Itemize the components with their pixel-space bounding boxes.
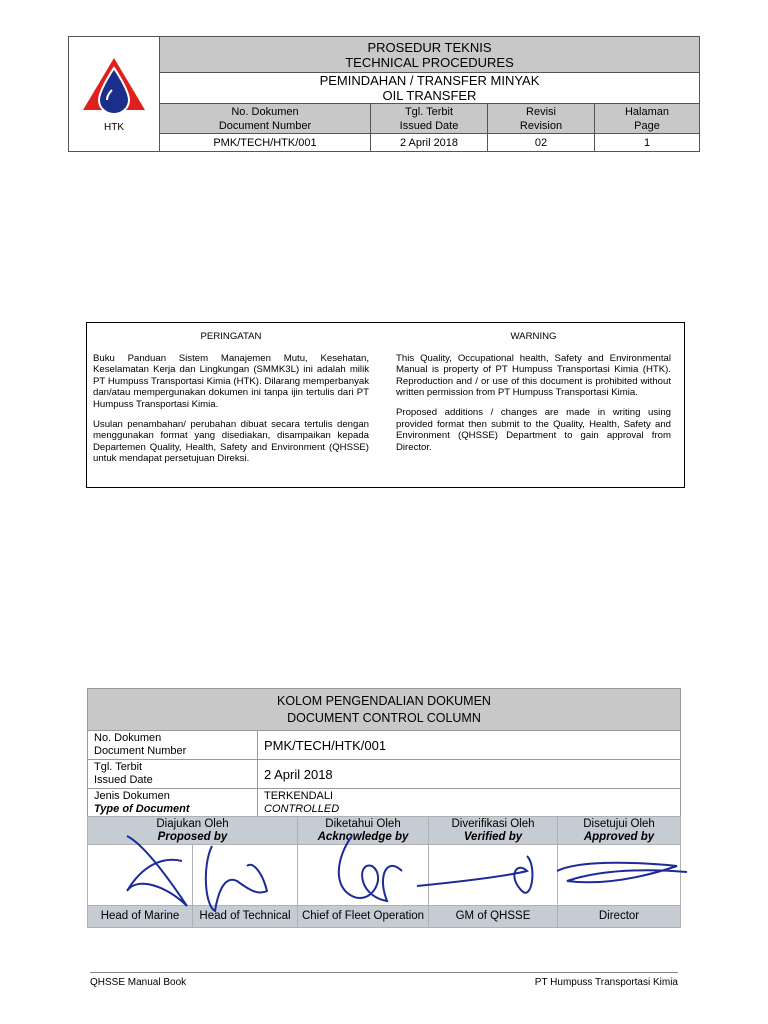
col-page-label: Halaman Page bbox=[595, 104, 700, 134]
control-label: Tgl. Terbit Issued Date bbox=[88, 760, 258, 789]
warning-english bbox=[396, 331, 671, 461]
role-head-of-technical: Head of Technical bbox=[193, 905, 298, 927]
document-header bbox=[68, 36, 700, 152]
warning-paragraph: This Quality, Occupational health, Safety and Environmental Manual is property of PT Humpuss Transportasi Kimia (HTK). Reproduction and / or use of this document is prohibited without written permission from PT Humpuss Transportasi Kimia. bbox=[396, 352, 671, 399]
page-value: 1 bbox=[595, 134, 700, 152]
signature-scribble bbox=[127, 836, 187, 906]
sig-acknowledge-header: Diketahui Oleh Acknowledge by bbox=[298, 817, 429, 845]
sig-verified-header: Diverifikasi Oleh Verified by bbox=[429, 817, 558, 845]
doc-subtitle: PEMINDAHAN / TRANSFER MINYAK OIL TRANSFER bbox=[160, 73, 700, 104]
warning-paragraph: Proposed additions / changes are made in writing using provided format then submit to the Quality, Health, Safety and Environment (QHSSE) Department to gain approval from Director. bbox=[396, 406, 671, 453]
footer-left: QHSSE Manual Book bbox=[90, 977, 187, 988]
col-issued-date-label: Tgl. Terbit Issued Date bbox=[371, 104, 488, 134]
svg-text:HTK: HTK bbox=[104, 122, 124, 133]
company-logo bbox=[69, 37, 160, 152]
signature-scribble bbox=[339, 836, 402, 901]
role-gm-qhsse: GM of QHSSE bbox=[429, 905, 558, 927]
control-doc-type: TERKENDALI CONTROLLED bbox=[258, 789, 681, 817]
warning-heading-en: WARNING bbox=[510, 331, 557, 342]
doc-number-value: PMK/TECH/HTK/001 bbox=[160, 134, 371, 152]
warning-indonesian bbox=[93, 331, 369, 473]
warning-paragraph: Buku Panduan Sistem Manajemen Mutu, Kesehatan, Keselamatan Kerja dan Lingkungan (SMMK3L) ini adalah milik PT Humpuss Transportasi Kimia (HTK). Dilarang memperbanyak dan/atau mempergunakan dokumen ini tanpa ijin tertulis dari PT Humpuss Transportasi Kimia. bbox=[93, 352, 369, 410]
doc-title: PROSEDUR TEKNIS TECHNICAL PROCEDURES bbox=[160, 37, 700, 73]
control-label: Jenis Dokumen Type of Document bbox=[88, 789, 258, 817]
control-label: No. Dokumen Document Number bbox=[88, 731, 258, 760]
footer-right: PT Humpuss Transportasi Kimia bbox=[534, 977, 678, 988]
revision-value: 02 bbox=[488, 134, 595, 152]
signature-scribble bbox=[417, 856, 532, 893]
warning-heading-id: PERINGATAN bbox=[200, 331, 262, 342]
col-doc-number-label: No. Dokumen Document Number bbox=[160, 104, 371, 134]
control-issued-date: 2 April 2018 bbox=[258, 760, 681, 789]
issued-date-value: 2 April 2018 bbox=[371, 134, 488, 152]
role-chief-fleet-operation: Chief of Fleet Operation bbox=[298, 905, 429, 927]
document-control-table bbox=[87, 688, 681, 817]
warning-paragraph: Usulan penambahan/ perubahan dibuat secara tertulis dengan menggunakan format yang disediakan, disampaikan kepada Departemen Quality, Health, Safety and Environment (QHSSE) untuk mendapat persetujuan Direksi. bbox=[93, 418, 369, 465]
sig-approved-header: Disetujui Oleh Approved by bbox=[558, 817, 681, 845]
htk-logo-icon bbox=[77, 50, 151, 134]
handwritten-signatures bbox=[87, 816, 699, 928]
col-revision-label: Revisi Revision bbox=[488, 104, 595, 134]
sig-proposed-header: Diajukan Oleh Proposed by bbox=[88, 817, 298, 845]
role-head-of-marine: Head of Marine bbox=[88, 905, 193, 927]
signature-scribble bbox=[557, 863, 687, 883]
control-doc-number: PMK/TECH/HTK/001 bbox=[258, 731, 681, 760]
signature-scribble bbox=[206, 846, 267, 911]
role-director: Director bbox=[558, 905, 681, 927]
control-title: KOLOM PENGENDALIAN DOKUMEN DOCUMENT CONTROL COLUMN bbox=[88, 689, 681, 731]
warning-box bbox=[86, 322, 685, 488]
page-footer bbox=[90, 972, 678, 988]
